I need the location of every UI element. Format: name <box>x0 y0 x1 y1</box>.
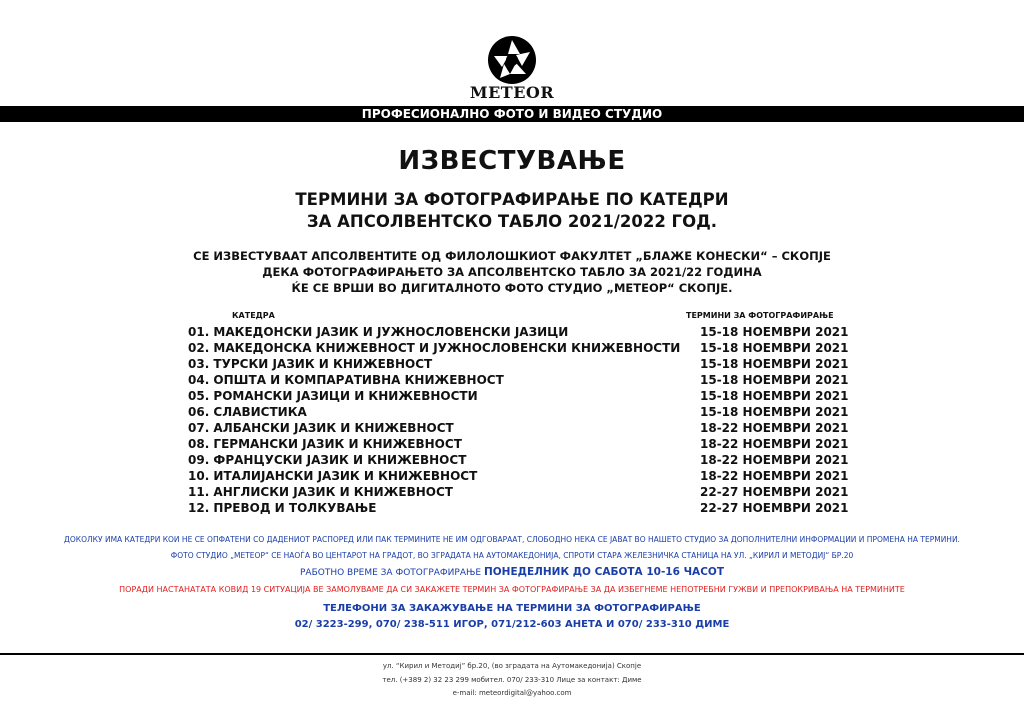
department-name: 01. МАКЕДОНСКИ ЈАЗИК И ЈУЖНОСЛОВЕНСКИ ЈАЗИЦИ <box>188 325 569 339</box>
schedule-row <box>188 324 848 340</box>
page-title: ИЗВЕСТУВАЊЕ <box>398 146 626 176</box>
subtitle-line-1: ТЕРМИНИ ЗА ФОТОГРАФИРАЊЕ ПО КАТЕДРИ <box>295 190 729 209</box>
phones-title: ТЕЛЕФОНИ ЗА ЗАКАЖУВАЊЕ НА ТЕРМИНИ ЗА ФОТОГРАФИРАЊЕ <box>323 603 701 614</box>
schedule-date: 22-27 НОЕМВРИ 2021 <box>700 501 849 515</box>
brand-name: METEOR <box>469 83 555 102</box>
department-name: 02. МАКЕДОНСКА КНИЖЕВНОСТ И ЈУЖНОСЛОВЕНСКИ КНИЖЕВНОСТИ <box>188 341 681 355</box>
intro-line-1: СЕ ИЗВЕСТУВААТ АПСОЛВЕНТИТЕ ОД ФИЛОЛОШКИОТ ФАКУЛТЕТ „БЛАЖЕ КОНЕСКИ“ – СКОПЈЕ <box>193 249 831 263</box>
schedule-date: 15-18 НОЕМВРИ 2021 <box>700 341 849 355</box>
schedule-row <box>188 404 848 420</box>
schedule-date: 18-22 НОЕМВРИ 2021 <box>700 469 849 483</box>
footer-phones: тел. (+389 2) 32 23 299 мобител. 070/ 233-310 Лице за контакт: Диме <box>382 676 642 684</box>
schedule-row <box>188 500 848 516</box>
schedule-date: 15-18 НОЕМВРИ 2021 <box>700 325 849 339</box>
department-column-header: КАТЕДРА <box>232 311 275 320</box>
department-name: 10. ИТАЛИЈАНСКИ ЈАЗИК И КНИЖЕВНОСТ <box>188 469 478 483</box>
schedule-row <box>188 468 848 484</box>
studio-banner: ПРОФЕСИОНАЛНО ФОТО И ВИДЕО СТУДИО <box>0 106 1024 122</box>
subtitle-line-2: ЗА АПСОЛВЕНТСКО ТАБЛО 2021/2022 ГОД. <box>306 212 718 231</box>
schedule-date: 18-22 НОЕМВРИ 2021 <box>700 437 849 451</box>
schedule-row <box>188 388 848 404</box>
schedule-row <box>188 356 848 372</box>
department-name: 12. ПРЕВОД И ТОЛКУВАЊЕ <box>188 501 377 515</box>
schedule-row <box>188 452 848 468</box>
schedule-list <box>188 324 848 516</box>
schedule-row <box>188 436 848 452</box>
schedule-date: 18-22 НОЕМВРИ 2021 <box>700 421 849 435</box>
working-hours <box>0 566 1024 578</box>
covid-notice: ПОРАДИ НАСТАНАТАТА КОВИД 19 СИТУАЦИЈА ВЕ ЗАМОЛУВАМЕ ДА СИ ЗАКАЖЕТЕ ТЕРМИН ЗА ФОТОГРАФИРАЊЕ ЗА ДА ИЗБЕГНЕМЕ НЕПОТРЕБНИ ГУЖВИ И ПРЕПОКРИВАЊА НА ТЕРМИНИТЕ <box>119 585 905 594</box>
aperture-icon <box>486 34 538 86</box>
schedule-date: 15-18 НОЕМВРИ 2021 <box>700 405 849 419</box>
schedule-date: 15-18 НОЕМВРИ 2021 <box>700 373 849 387</box>
schedule-date: 18-22 НОЕМВРИ 2021 <box>700 453 849 467</box>
department-name: 07. АЛБАНСКИ ЈАЗИК И КНИЖЕВНОСТ <box>188 421 454 435</box>
date-column-header: ТЕРМИНИ ЗА ФОТОГРАФИРАЊЕ <box>686 311 834 320</box>
schedule-row <box>188 372 848 388</box>
intro-line-2: ДЕКА ФОТОГРАФИРАЊЕТО ЗА АПСОЛВЕНТСКО ТАБЛО ЗА 2021/22 ГОДИНА <box>262 265 762 279</box>
working-hours-label: РАБОТНО ВРЕМЕ ЗА ФОТОГРАФИРАЊЕ <box>300 568 482 578</box>
schedule-date: 15-18 НОЕМВРИ 2021 <box>700 389 849 403</box>
note-studio-location: ФОТО СТУДИО „МЕТЕОР“ СЕ НАОЃА ВО ЦЕНТАРОТ НА ГРАДОТ, ВО ЗГРАДАТА НА АУТОМАКЕДОНИЈА, СПРОТИ СТАРА ЖЕЛЕЗНИЧКА СТАНИЦА НА УЛ. „КИРИЛ И МЕТОДИЈ“ БР.20 <box>170 551 854 560</box>
schedule-row <box>188 420 848 436</box>
footer-divider <box>0 653 1024 655</box>
schedule-date: 22-27 НОЕМВРИ 2021 <box>700 485 849 499</box>
meteor-logo <box>0 34 1024 86</box>
working-hours-value: ПОНЕДЕЛНИК ДО САБОТА 10-16 ЧАСОТ <box>483 566 724 578</box>
department-name: 08. ГЕРМАНСКИ ЈАЗИК И КНИЖЕВНОСТ <box>188 437 462 451</box>
intro-line-3: ЌЕ СЕ ВРШИ ВО ДИГИТАЛНОТО ФОТО СТУДИО „МЕТЕОР“ СКОПЈЕ. <box>291 281 733 295</box>
department-name: 11. АНГЛИСКИ ЈАЗИК И КНИЖЕВНОСТ <box>188 485 453 499</box>
schedule-date: 15-18 НОЕМВРИ 2021 <box>700 357 849 371</box>
phone-numbers: 02/ 3223-299, 070/ 238-511 ИГОР, 071/212-603 АНЕТА И 070/ 233-310 ДИМЕ <box>294 619 730 630</box>
footer-address: ул. “Кирил и Методиј” бр.20, (во зградата на Аутомакедонија) Скопје <box>382 662 642 670</box>
footer-email: e-mail: meteordigital@yahoo.com <box>452 689 572 697</box>
department-name: 03. ТУРСКИ ЈАЗИК И КНИЖЕВНОСТ <box>188 357 433 371</box>
schedule-row <box>188 484 848 500</box>
schedule-row <box>188 340 848 356</box>
department-name: 04. ОПШТА И КОМПАРАТИВНА КНИЖЕВНОСТ <box>188 373 504 387</box>
note-other-departments: ДОКОЛКУ ИМА КАТЕДРИ КОИ НЕ СЕ ОПФАТЕНИ СО ДАДЕНИОТ РАСПОРЕД ИЛИ ПАК ТЕРМИНИТЕ НЕ ИМ ОДГОВАРААТ, СЛОБОДНО НЕКА СЕ ЈАВАТ ВО НАШЕТО СТУДИО ЗА ДОПОЛНИТЕЛНИ ИНФОРМАЦИИ И ПРОМЕНА НА ТЕРМИНИ. <box>64 535 960 544</box>
department-name: 06. СЛАВИСТИКА <box>188 405 307 419</box>
department-name: 09. ФРАНЦУСКИ ЈАЗИК И КНИЖЕВНОСТ <box>188 453 467 467</box>
department-name: 05. РОМАНСКИ ЈАЗИЦИ И КНИЖЕВНОСТИ <box>188 389 478 403</box>
